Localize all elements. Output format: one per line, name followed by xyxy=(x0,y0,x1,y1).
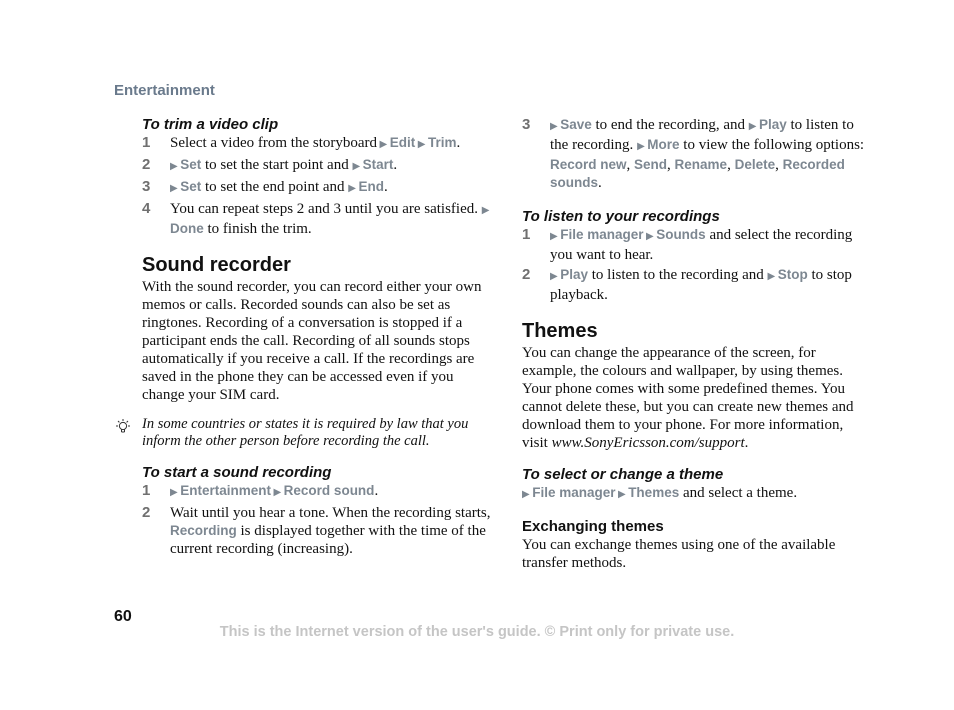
arrow-icon: ▶ xyxy=(352,161,363,172)
step-text: to set the end point and xyxy=(201,179,349,195)
step-text: to listen to the recording. xyxy=(550,117,854,153)
list-item xyxy=(522,266,872,304)
note-text: In some countries or states it is required by law that you inform the other person before recording the call. xyxy=(142,416,469,449)
arrow-icon: ▶ xyxy=(348,183,359,194)
arrow-icon: ▶ xyxy=(170,183,181,194)
separator: , xyxy=(667,157,675,173)
step-text: You can repeat steps 2 and 3 until you are satisfied. xyxy=(170,201,482,217)
menu-trim: Trim xyxy=(427,135,457,150)
menu-play: Play xyxy=(758,117,787,132)
step-number: 4 xyxy=(142,200,151,217)
list-item xyxy=(142,482,492,502)
trim-title: To trim a video clip xyxy=(142,116,279,133)
list-item xyxy=(522,116,872,192)
step-text: is displayed together with the time of the current recording (increasing). xyxy=(170,523,486,557)
menu-set: Set xyxy=(180,179,202,194)
step-text: to view the following options: xyxy=(679,137,865,153)
start-recording-steps xyxy=(142,482,492,558)
step-number: 1 xyxy=(142,482,151,499)
save-steps xyxy=(522,116,872,192)
step-number: 3 xyxy=(142,178,151,195)
step-text: and select the recording you want to hear. xyxy=(550,227,853,263)
menu-end: End xyxy=(358,179,384,194)
arrow-icon: ▶ xyxy=(377,139,390,150)
left-column xyxy=(142,116,492,560)
menu-record-sound: Record sound xyxy=(283,483,375,498)
page-number: 60 xyxy=(114,608,132,625)
themes-body-text: You can change the appearance of the screen, for example, the colours and wallpaper, by using themes. Your phone comes with some predefined themes. You cannot delete these, but you can create new themes and download them to your phone. For more information, visit xyxy=(522,345,854,451)
step-text: . xyxy=(598,175,602,191)
menu-start: Start xyxy=(362,157,394,172)
listen-title: To listen to your recordings xyxy=(522,208,720,225)
listen-steps xyxy=(522,226,872,304)
themes-title: Themes xyxy=(522,320,598,342)
arrow-icon: ▶ xyxy=(550,121,561,132)
menu-more: More xyxy=(647,137,680,152)
list-item xyxy=(142,156,492,176)
menu-themes: Themes xyxy=(628,485,680,500)
arrow-icon: ▶ xyxy=(415,139,428,150)
right-column xyxy=(522,116,872,572)
list-item xyxy=(142,200,492,238)
menu-stop: Stop xyxy=(777,267,808,282)
separator: , xyxy=(626,157,635,173)
arrow-icon: ▶ xyxy=(637,141,648,152)
lightbulb-icon xyxy=(114,418,132,436)
step-text: Wait until you hear a tone. When the recording starts, xyxy=(170,505,491,521)
arrow-icon: ▶ xyxy=(522,489,533,500)
chapter-header: Entertainment xyxy=(114,82,215,99)
step-number: 2 xyxy=(142,156,151,173)
menu-edit: Edit xyxy=(389,135,416,150)
arrow-icon: ▶ xyxy=(170,161,181,172)
menu-file-manager: File manager xyxy=(560,227,644,242)
arrow-icon: ▶ xyxy=(550,231,561,242)
step-text: and select a theme. xyxy=(679,485,798,501)
arrow-icon: ▶ xyxy=(767,271,778,282)
step-text: to stop playback. xyxy=(550,267,852,303)
arrow-icon: ▶ xyxy=(748,121,759,132)
step-text: . xyxy=(383,179,388,195)
exchanging-themes-body: You can exchange themes using one of the available transfer methods. xyxy=(522,537,836,571)
trim-steps xyxy=(142,134,492,238)
option-send: Send xyxy=(634,157,668,172)
step-text: Select a video from the storyboard xyxy=(170,135,378,151)
arrow-icon: ▶ xyxy=(615,489,629,500)
list-item xyxy=(142,134,492,154)
sound-recorder-body: With the sound recorder, you can record either your own memos or calls. Recorded sounds can also be set as ringtones. Recording of a conversation is stopped if a participant ends the call. Recording of all sounds stops automatically if you receive a call. If the recordings are saved in the phone they can be accessed even if you change your SIM card. xyxy=(142,279,482,403)
arrow-icon: ▶ xyxy=(550,271,561,282)
option-recorded-sounds: Recorded sounds xyxy=(550,157,845,190)
option-rename: Rename xyxy=(674,157,728,172)
menu-file-manager: File manager xyxy=(532,485,616,500)
list-item xyxy=(522,226,872,264)
step-number: 1 xyxy=(142,134,151,151)
menu-set: Set xyxy=(180,157,202,172)
option-delete: Delete xyxy=(734,157,776,172)
list-item xyxy=(142,178,492,198)
legal-note xyxy=(142,416,492,450)
select-theme-title: To select or change a theme xyxy=(522,466,724,483)
menu-save: Save xyxy=(560,117,592,132)
menu-recording: Recording xyxy=(170,523,237,538)
step-text: to listen to the recording and xyxy=(587,267,768,283)
separator: , xyxy=(775,157,783,173)
select-theme-step xyxy=(522,484,872,504)
exchanging-themes-title: Exchanging themes xyxy=(522,518,664,535)
step-number: 1 xyxy=(522,226,531,243)
option-record-new: Record new xyxy=(550,157,627,172)
themes-body xyxy=(522,344,872,452)
menu-play: Play xyxy=(560,267,588,282)
arrow-icon: ▶ xyxy=(643,231,657,242)
step-text: . xyxy=(456,135,461,151)
step-text: to finish the trim. xyxy=(203,221,312,237)
arrow-icon: ▶ xyxy=(270,487,284,498)
sound-recorder-title: Sound recorder xyxy=(142,254,291,276)
step-text: to set the start point and xyxy=(201,157,353,173)
menu-sounds: Sounds xyxy=(656,227,706,242)
footer-notice: This is the Internet version of the user's guide. © Print only for private use. xyxy=(219,624,735,640)
step-text: . xyxy=(374,483,379,499)
step-text: . xyxy=(393,157,398,173)
support-url: www.SonyEricsson.com/support xyxy=(551,435,745,451)
separator: , xyxy=(727,157,735,173)
arrow-icon: ▶ xyxy=(170,487,181,498)
themes-body-end: . xyxy=(744,435,749,451)
step-number: 2 xyxy=(142,504,151,521)
menu-entertainment: Entertainment xyxy=(180,483,271,498)
step-text: to end the recording, and xyxy=(591,117,749,133)
step-number: 2 xyxy=(522,266,531,283)
step-number: 3 xyxy=(522,116,531,133)
arrow-icon: ▶ xyxy=(481,205,490,216)
start-recording-title: To start a sound recording xyxy=(142,464,332,481)
list-item xyxy=(142,504,492,558)
menu-done: Done xyxy=(170,221,204,236)
